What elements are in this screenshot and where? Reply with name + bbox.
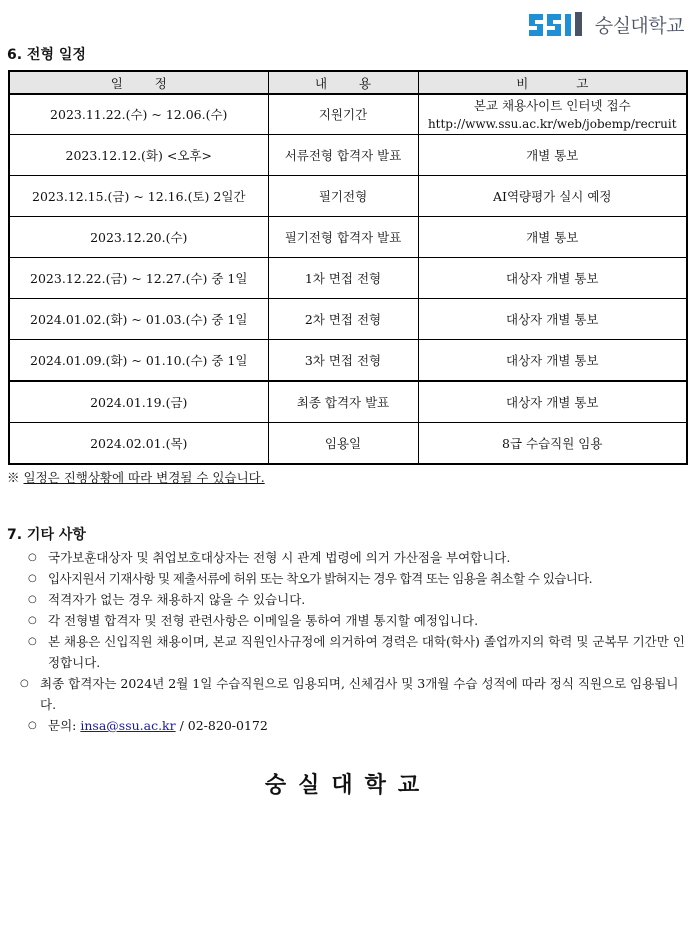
- ssu-logo-mark-icon: [527, 10, 589, 38]
- schedule-date: 2023.12.22.(금) ~ 12.27.(수) 중 1일: [9, 258, 268, 299]
- schedule-content: 2차 면접 전형: [268, 299, 418, 340]
- schedule-date: 2024.01.19.(금): [9, 381, 268, 423]
- list-item: [28, 568, 688, 589]
- schedule-date: 2024.01.02.(화) ~ 01.03.(수) 중 1일: [9, 299, 268, 340]
- schedule-date: 2023.12.20.(수): [9, 217, 268, 258]
- schedule-content: 1차 면접 전형: [268, 258, 418, 299]
- table-row: [9, 135, 687, 176]
- column-header-note: 비 고: [418, 71, 687, 94]
- section-6-title: 6. 전형 일정: [7, 47, 86, 63]
- schedule-content: 최종 합격자 발표: [268, 381, 418, 423]
- table-row: [9, 258, 687, 299]
- schedule-date: 2023.12.15.(금) ~ 12.16.(토) 2일간: [9, 176, 268, 217]
- schedule-content: 지원기간: [268, 94, 418, 135]
- schedule-note: 8급 수습직원 임용: [418, 423, 687, 465]
- bullet-circle-icon: ○: [28, 573, 37, 584]
- table-row: [9, 217, 687, 258]
- list-item-text: 각 전형별 합격자 및 전형 관련사항은 이메일을 통하여 개별 통지할 예정입니다.: [48, 613, 479, 628]
- schedule-date: 2024.02.01.(목): [9, 423, 268, 465]
- table-row: [9, 423, 687, 465]
- schedule-content: 필기전형 합격자 발표: [268, 217, 418, 258]
- schedule-footnote: [7, 468, 265, 486]
- table-row: [9, 340, 687, 382]
- schedule-content: 임용일: [268, 423, 418, 465]
- table-row: [9, 299, 687, 340]
- footnote-text: 일정은 진행상황에 따라 변경될 수 있습니다.: [23, 470, 265, 485]
- schedule-date: 2023.11.22.(수) ~ 12.06.(수): [9, 94, 268, 135]
- schedule-note: 대상자 개별 통보: [418, 258, 687, 299]
- schedule-content: 3차 면접 전형: [268, 340, 418, 382]
- schedule-note: 개별 통보: [418, 135, 687, 176]
- recruit-url: http://www.ssu.ac.kr/web/jobemp/recruit: [427, 116, 677, 131]
- bullet-circle-icon: ○: [20, 678, 29, 689]
- contact-label: 문의:: [48, 718, 77, 733]
- schedule-note: [418, 94, 687, 135]
- column-header-date: 일 정: [9, 71, 268, 94]
- contact-item: [28, 715, 688, 736]
- notice-list: [20, 547, 688, 736]
- list-item-text: 적격자가 없는 경우 채용하지 않을 수 있습니다.: [48, 592, 306, 607]
- section-7-title: 7. 기타 사항: [7, 527, 86, 543]
- list-item: [20, 673, 688, 715]
- column-header-content: 내 용: [268, 71, 418, 94]
- contact-email-link[interactable]: insa@ssu.ac.kr: [80, 718, 176, 733]
- schedule-content: 필기전형: [268, 176, 418, 217]
- list-item-text: 최종 합격자는 2024년 2월 1일 수습직원으로 임용되며, 신체검사 및 3개월 수습 성적에 따라 정식 직원으로 임용됩니다.: [40, 676, 679, 712]
- schedule-note: 대상자 개별 통보: [418, 340, 687, 382]
- list-item-text: 입사지원서 기재사항 및 제출서류에 허위 또는 착오가 밝혀지는 경우 합격 또는 임용을 취소할 수 있습니다.: [48, 571, 593, 586]
- schedule-note: 개별 통보: [418, 217, 687, 258]
- list-item-text: 본 채용은 신입직원 채용이며, 본교 직원인사규정에 의거하여 경력은 대학(학사) 졸업까지의 학력 및 군복무 기간만 인정합니다.: [48, 634, 685, 670]
- schedule-date: 2023.12.12.(화) <오후>: [9, 135, 268, 176]
- schedule-note: 대상자 개별 통보: [418, 381, 687, 423]
- footer-university-name: 숭실대학교: [264, 773, 432, 798]
- schedule-note: 대상자 개별 통보: [418, 299, 687, 340]
- schedule-table: [8, 70, 688, 465]
- logo-text: 숭실대학교: [594, 14, 684, 37]
- university-logo: [527, 8, 684, 40]
- schedule-content: 서류전형 합격자 발표: [268, 135, 418, 176]
- schedule-note-line: 본교 채용사이트 인터넷 접수: [473, 97, 631, 113]
- list-item: [28, 631, 688, 673]
- schedule-note: AI역량평가 실시 예정: [418, 176, 687, 217]
- contact-phone: / 02-820-0172: [179, 718, 268, 733]
- list-item-text: 국가보훈대상자 및 취업보호대상자는 전형 시 관계 법령에 의거 가산점을 부여합니다.: [48, 550, 511, 565]
- reference-mark: ※: [7, 470, 20, 485]
- bullet-circle-icon: ○: [28, 720, 37, 731]
- table-header-row: [9, 71, 687, 94]
- bullet-circle-icon: ○: [28, 594, 37, 605]
- table-row: [9, 94, 687, 135]
- schedule-date: 2024.01.09.(화) ~ 01.10.(수) 중 1일: [9, 340, 268, 382]
- table-row: [9, 176, 687, 217]
- bullet-circle-icon: ○: [28, 615, 37, 626]
- bullet-circle-icon: ○: [28, 552, 37, 563]
- bullet-circle-icon: ○: [28, 636, 37, 647]
- list-item: [28, 589, 688, 610]
- table-row: [9, 381, 687, 423]
- list-item: [28, 610, 688, 631]
- list-item: [28, 547, 688, 568]
